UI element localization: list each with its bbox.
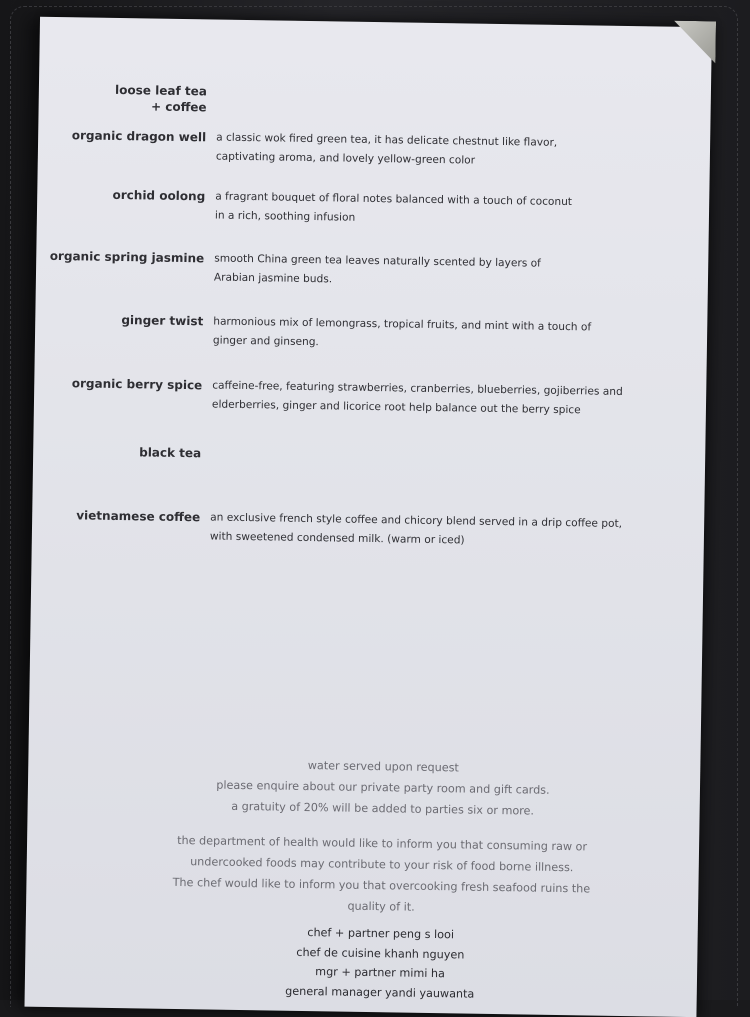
note-line: water served upon request	[307, 759, 459, 775]
item-name: organic dragon well	[71, 128, 207, 145]
menu-item-organic-berry-spice	[34, 375, 706, 417]
item-name: orchid oolong	[112, 187, 206, 204]
staff-credits	[145, 920, 616, 1005]
desc-line: caffeine-free, featuring strawberries, cranberries, blueberries, gojiberries and	[212, 379, 623, 398]
health-notice-line: undercooked foods may contribute to your risk of food borne illness.	[190, 855, 574, 875]
credit-line: general manager yandi yauwanta	[285, 984, 475, 1001]
note-line: a gratuity of 20% will be added to parties six or more.	[231, 799, 535, 818]
desc-line: an exclusive french style coffee and chicory blend served in a drip coffee pot,	[210, 511, 623, 530]
health-notice-line: the department of health would like to inform you that consuming raw or	[177, 833, 588, 854]
note-line: please enquire about our private party room and gift cards.	[216, 778, 550, 797]
credit-line: mgr + partner mimi ha	[315, 965, 446, 981]
desc-line: a fragrant bouquet of floral notes balanced with a touch of coconut	[215, 190, 573, 209]
section-title-line-2: + coffee	[150, 99, 207, 115]
menu-page	[24, 17, 711, 1017]
item-name: organic berry spice	[71, 376, 203, 393]
item-description	[211, 376, 623, 420]
desc-line: with sweetened condensed milk. (warm or iced)	[209, 530, 465, 547]
health-notice-line: quality of it.	[347, 899, 415, 914]
desc-line: a classic wok fired green tea, it has delicate chestnut like flavor,	[216, 131, 558, 149]
health-notice-line: The chef would like to inform you that overcooking fresh seafood ruins the	[172, 875, 591, 896]
menu-item-organic-spring-jasmine	[36, 248, 708, 286]
credit-line: chef + partner peng s looi	[307, 926, 455, 942]
credit-line: chef de cuisine khanh nguyen	[296, 945, 465, 962]
menu-item-vietnamese-coffee	[32, 507, 704, 547]
desc-line: smooth China green tea leaves naturally scented by layers of	[214, 252, 541, 270]
menu-item-black-tea	[33, 443, 705, 461]
desc-line: ginger and ginseng.	[212, 334, 319, 349]
menu-item-organic-dragon-well	[38, 127, 710, 167]
desc-line: elderberries, ginger and licorice root help balance out the berry spice	[211, 398, 581, 417]
item-description	[209, 508, 623, 552]
section-title	[0, 80, 207, 116]
item-name: black tea	[139, 445, 202, 461]
desc-line: in a rich, soothing infusion	[214, 209, 356, 224]
item-description	[214, 249, 615, 293]
desc-line: harmonious mix of lemongrass, tropical fruits, and mint with a touch of	[213, 315, 592, 334]
item-name: ginger twist	[121, 313, 204, 329]
item-name: organic spring jasmine	[49, 248, 205, 266]
desc-line: captivating aroma, and lovely yellow-green color	[215, 150, 476, 167]
item-description	[215, 187, 616, 231]
desc-line: Arabian jasmine buds.	[213, 271, 333, 286]
item-name: vietnamese coffee	[76, 508, 201, 525]
section-title-line-1: loose leaf tea	[115, 82, 207, 99]
restaurant-notes	[146, 753, 618, 921]
section-header	[39, 81, 711, 115]
menu-item-ginger-twist	[35, 311, 707, 349]
menu-item-orchid-oolong	[37, 186, 709, 224]
item-description	[213, 312, 614, 356]
page-corner-holder	[673, 21, 716, 64]
item-description	[216, 129, 617, 173]
